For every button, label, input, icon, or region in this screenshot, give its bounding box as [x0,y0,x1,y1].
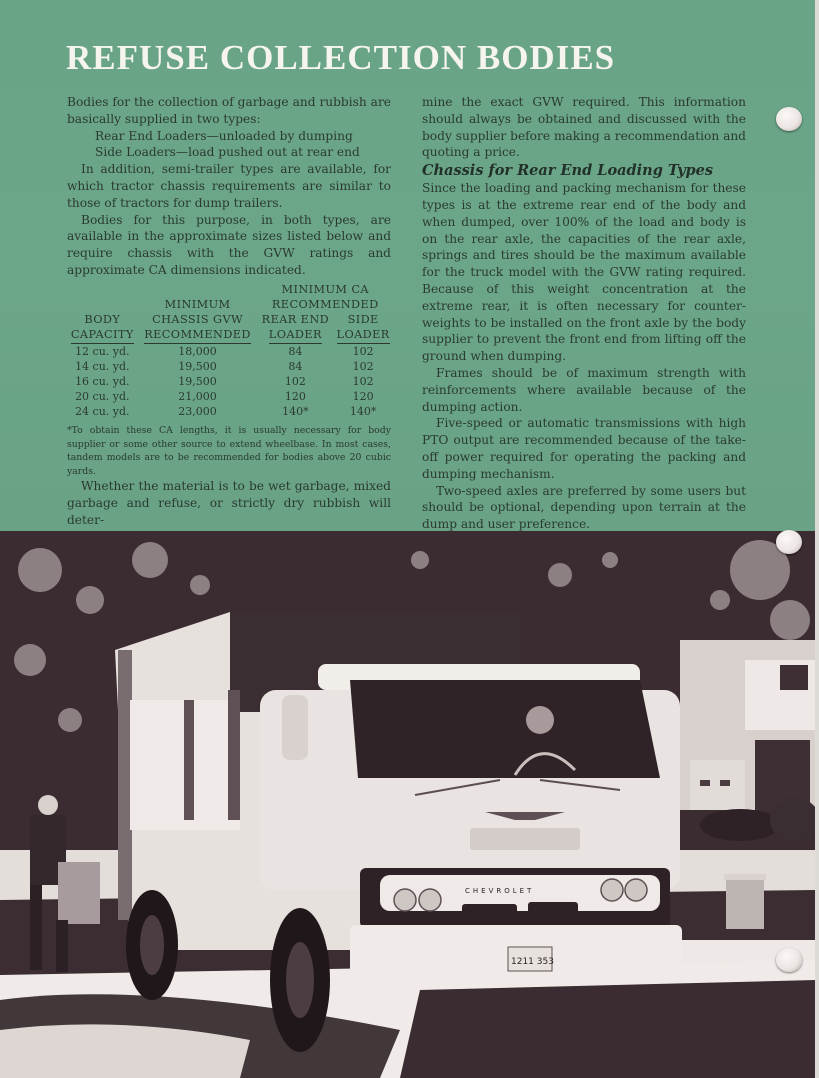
table-row [67,359,393,374]
cell-rear: 120 [284,390,306,403]
license-plate: 1211 353 [511,957,554,967]
table-row [67,344,393,359]
cell-capacity: 12 cu. yd. [75,345,130,358]
frames-paragraph: Frames should be of maximum strength with reinforcements where available because of the dumping action. [422,365,746,414]
binder-hole [776,107,802,131]
cell-gvw: 21,000 [178,390,217,403]
cell-capacity: 16 cu. yd. [75,375,130,388]
cell-gvw: 18,000 [178,345,217,358]
cell-side: 120 [352,390,374,403]
cell-side: 102 [352,375,374,388]
sizes-paragraph: Bodies for this purpose, in both types, are available in the approximate sizes listed below and require chassis with the GVW ratings and approximate CA dimensions indicated. [67,212,391,277]
table-row [67,404,393,419]
header-rear-end: REAR END [261,313,330,326]
table-row [67,389,393,404]
cell-gvw: 19,500 [178,375,217,388]
section-subheading: Chassis for Rear End Loading Types [422,162,714,180]
right-column [422,94,746,533]
cell-side: 140* [349,405,377,418]
header-side: SIDE [347,313,379,326]
gvw-paragraph-text: Whether the material is to be wet garbage, mixed garbage and refuse, or strictly dry rubbish will deter- [67,479,391,527]
cell-rear: 84 [288,345,303,358]
header-capacity: CAPACITY [71,327,134,344]
header-recommended: RECOMMENDED [144,327,251,344]
binder-hole [776,530,802,554]
semi-trailer-paragraph: In addition, semi-trailer types are available, for which tractor chassis requirements are similar to those of tractors for dump trailers. [67,162,391,210]
cell-capacity: 14 cu. yd. [75,360,130,373]
binder-hole [776,948,802,972]
rear-axle-paragraph: Since the loading and packing mechanism for these types is at the extreme rear end of the body and when dumped, over 100% of the load and body is on the rear axle, the capacities of the rear axle, springs and tires should be the maximum available for the truck model with the GVW rating required. Because of this weight concentration at the extreme rear, it is often necessary for counter-weights to be installed on the front axle by the body supplier to prevent the front end from lifting off the ground when dumping. [422,181,746,364]
cell-rear: 84 [288,360,303,373]
header-min-ca: MINIMUM CA [281,283,369,296]
header-minimum: MINIMUM [164,298,231,311]
cell-gvw: 19,500 [178,360,217,373]
cell-capacity: 24 cu. yd. [75,405,130,418]
axles-paragraph: Two-speed axles are preferred by some users but should be optional, depending upon terrain at the dump and user preference. [422,483,746,532]
page-title: REFUSE COLLECTION BODIES [66,38,616,77]
truck-photo-illustration [0,531,815,1078]
transmission-paragraph: Five-speed or automatic transmissions with high PTO output are recommended because of the take-off power required for operating the packing and dumping mechanism. [422,416,746,481]
header-chassis-gvw: CHASSIS GVW [152,313,244,326]
cell-rear: 102 [284,375,306,388]
header-rear-loader: LOADER [269,327,322,344]
grille-badge: CHEVROLET [465,887,535,895]
table-row [67,374,393,389]
header-side-loader: LOADER [337,327,390,344]
gvw-continuation: mine the exact GVW required. This information should always be obtained and discussed with the body supplier before making a recommendation and quoting a price. [422,95,746,160]
body-capacity-table [67,282,393,419]
page-edge [815,0,819,1078]
truck-photo [0,531,815,1078]
cell-capacity: 20 cu. yd. [75,390,130,403]
text-panel [0,0,815,531]
cell-rear: 140* [282,405,309,418]
cell-side: 102 [352,360,374,373]
intro-paragraph: Bodies for the collection of garbage and rubbish are basically supplied in two types: [67,95,391,126]
header-body: BODY [84,313,121,326]
left-column [67,94,391,279]
type-side-loader: Side Loaders—load pushed out at rear end [95,145,360,160]
gvw-paragraph [67,478,391,528]
cell-side: 102 [352,345,374,358]
table-footnote: *To obtain these CA lengths, it is usually necessary for body supplier or some other source to extend wheelbase. In most cases, tandem models are to be recommended for bodies above 20 cubic yards. [67,425,391,477]
type-rear-end-loader: Rear End Loaders—unloaded by dumping [95,128,353,143]
header-recommended-group: RECOMMENDED [271,298,379,311]
cell-gvw: 23,000 [178,405,217,418]
